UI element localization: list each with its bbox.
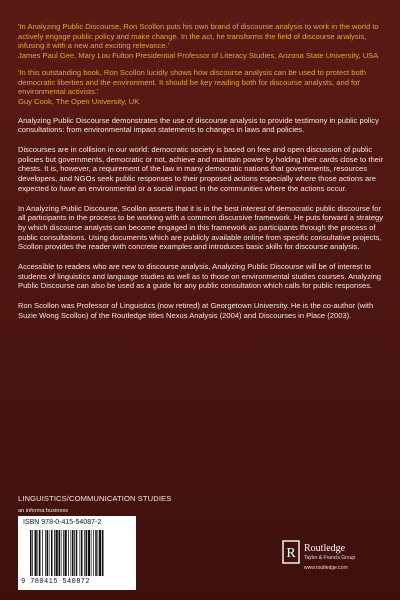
subject-category: LINGUISTICS/COMMUNICATION STUDIES [18,494,172,503]
informa-imprint: an informa business [18,508,69,514]
quote-attribution: James Paul Gee, Mary Lou Fulton Presidential Professor of Literacy Studies, Arizona State University, USA [18,51,379,61]
description-paragraph: Accessible to readers who are new to discourse analysis, Analyzing Public Discourse will be of interest to students of linguistics and language studies as well as to those on environmental studies courses. Analyzing Public Discourse can also be used as a guide for any public consultation which calls for public responses. [18,262,382,291]
endorsement-quote-2 [18,68,384,107]
cover-content [18,22,384,331]
isbn-label: ISBN 978-0-415-54087-2 [23,519,102,526]
barcode-bars [30,530,126,578]
publisher-group: Taylor & Francis Group [304,555,356,561]
quote-attribution: Guy Cook, The Open University, UK [18,96,140,106]
description-paragraph: Analyzing Public Discourse demonstrates the use of discourse analysis to provide testimony in public policy consultations: from environmental impact statements to changes in laws and policies. [18,115,379,135]
description-paragraph: In Analyzing Public Discourse, Scollon asserts that it is in the best interest of democratic public discourse for all participants in the process to be working with a common discursive framework. He puts forward a strategy by which discourse analysts can become engaged in this framework as participants through the process of public consultations. Using documents which are publicly available online from specific consultative projects, Scollon provides the reader with concrete examples and introduces basic skills for discourse analysis. [18,203,384,252]
publisher-block [282,540,382,588]
endorsement-quote-1 [18,22,384,61]
isbn-barcode [18,516,136,590]
quote-text: 'In Analyzing Public Discourse, Ron Scollon puts his own brand of discourse analysis to work in the world to actively engage public policy and make change. In the act, he transforms the field of discourse analysis, infusing it with a new and exciting relevance.' [18,22,379,51]
ean-digits: 9 780415 540872 [21,578,91,586]
publisher-url: www.routledge.com [304,565,348,571]
svg-text:R: R [286,546,296,561]
routledge-logo-icon [282,540,300,564]
description [18,116,384,321]
publisher-name: Routledge [304,543,346,554]
quote-text: 'In this outstanding book, Ron Scollon lucidly shows how discourse analysis can be used to protect both democratic liberties and the environment. It should be key reading both for discourse analysts, and for environmental activists.' [18,67,367,97]
author-bio: Ron Scollon was Professor of Linguistics (now retired) at Georgetown University. He is the co-author (with Suzie Wong Scollon) of the Routledge titles Nexus Analysis (2004) and Discourses in Place (2003). [18,301,374,320]
description-paragraph: Discourses are in collision in our world: democratic society is based on free and open discussion of public policies but governments, democratic or not, achieve and maintain power by holding their cards close to their chests. It is, however, a requirement of the law in many democratic nations that governments, resources developers, and NGOs seek public responses to their proposed actions especially where those actions are expected to have an environmental or a social impact in the communities where the actions occur. [18,145,384,193]
